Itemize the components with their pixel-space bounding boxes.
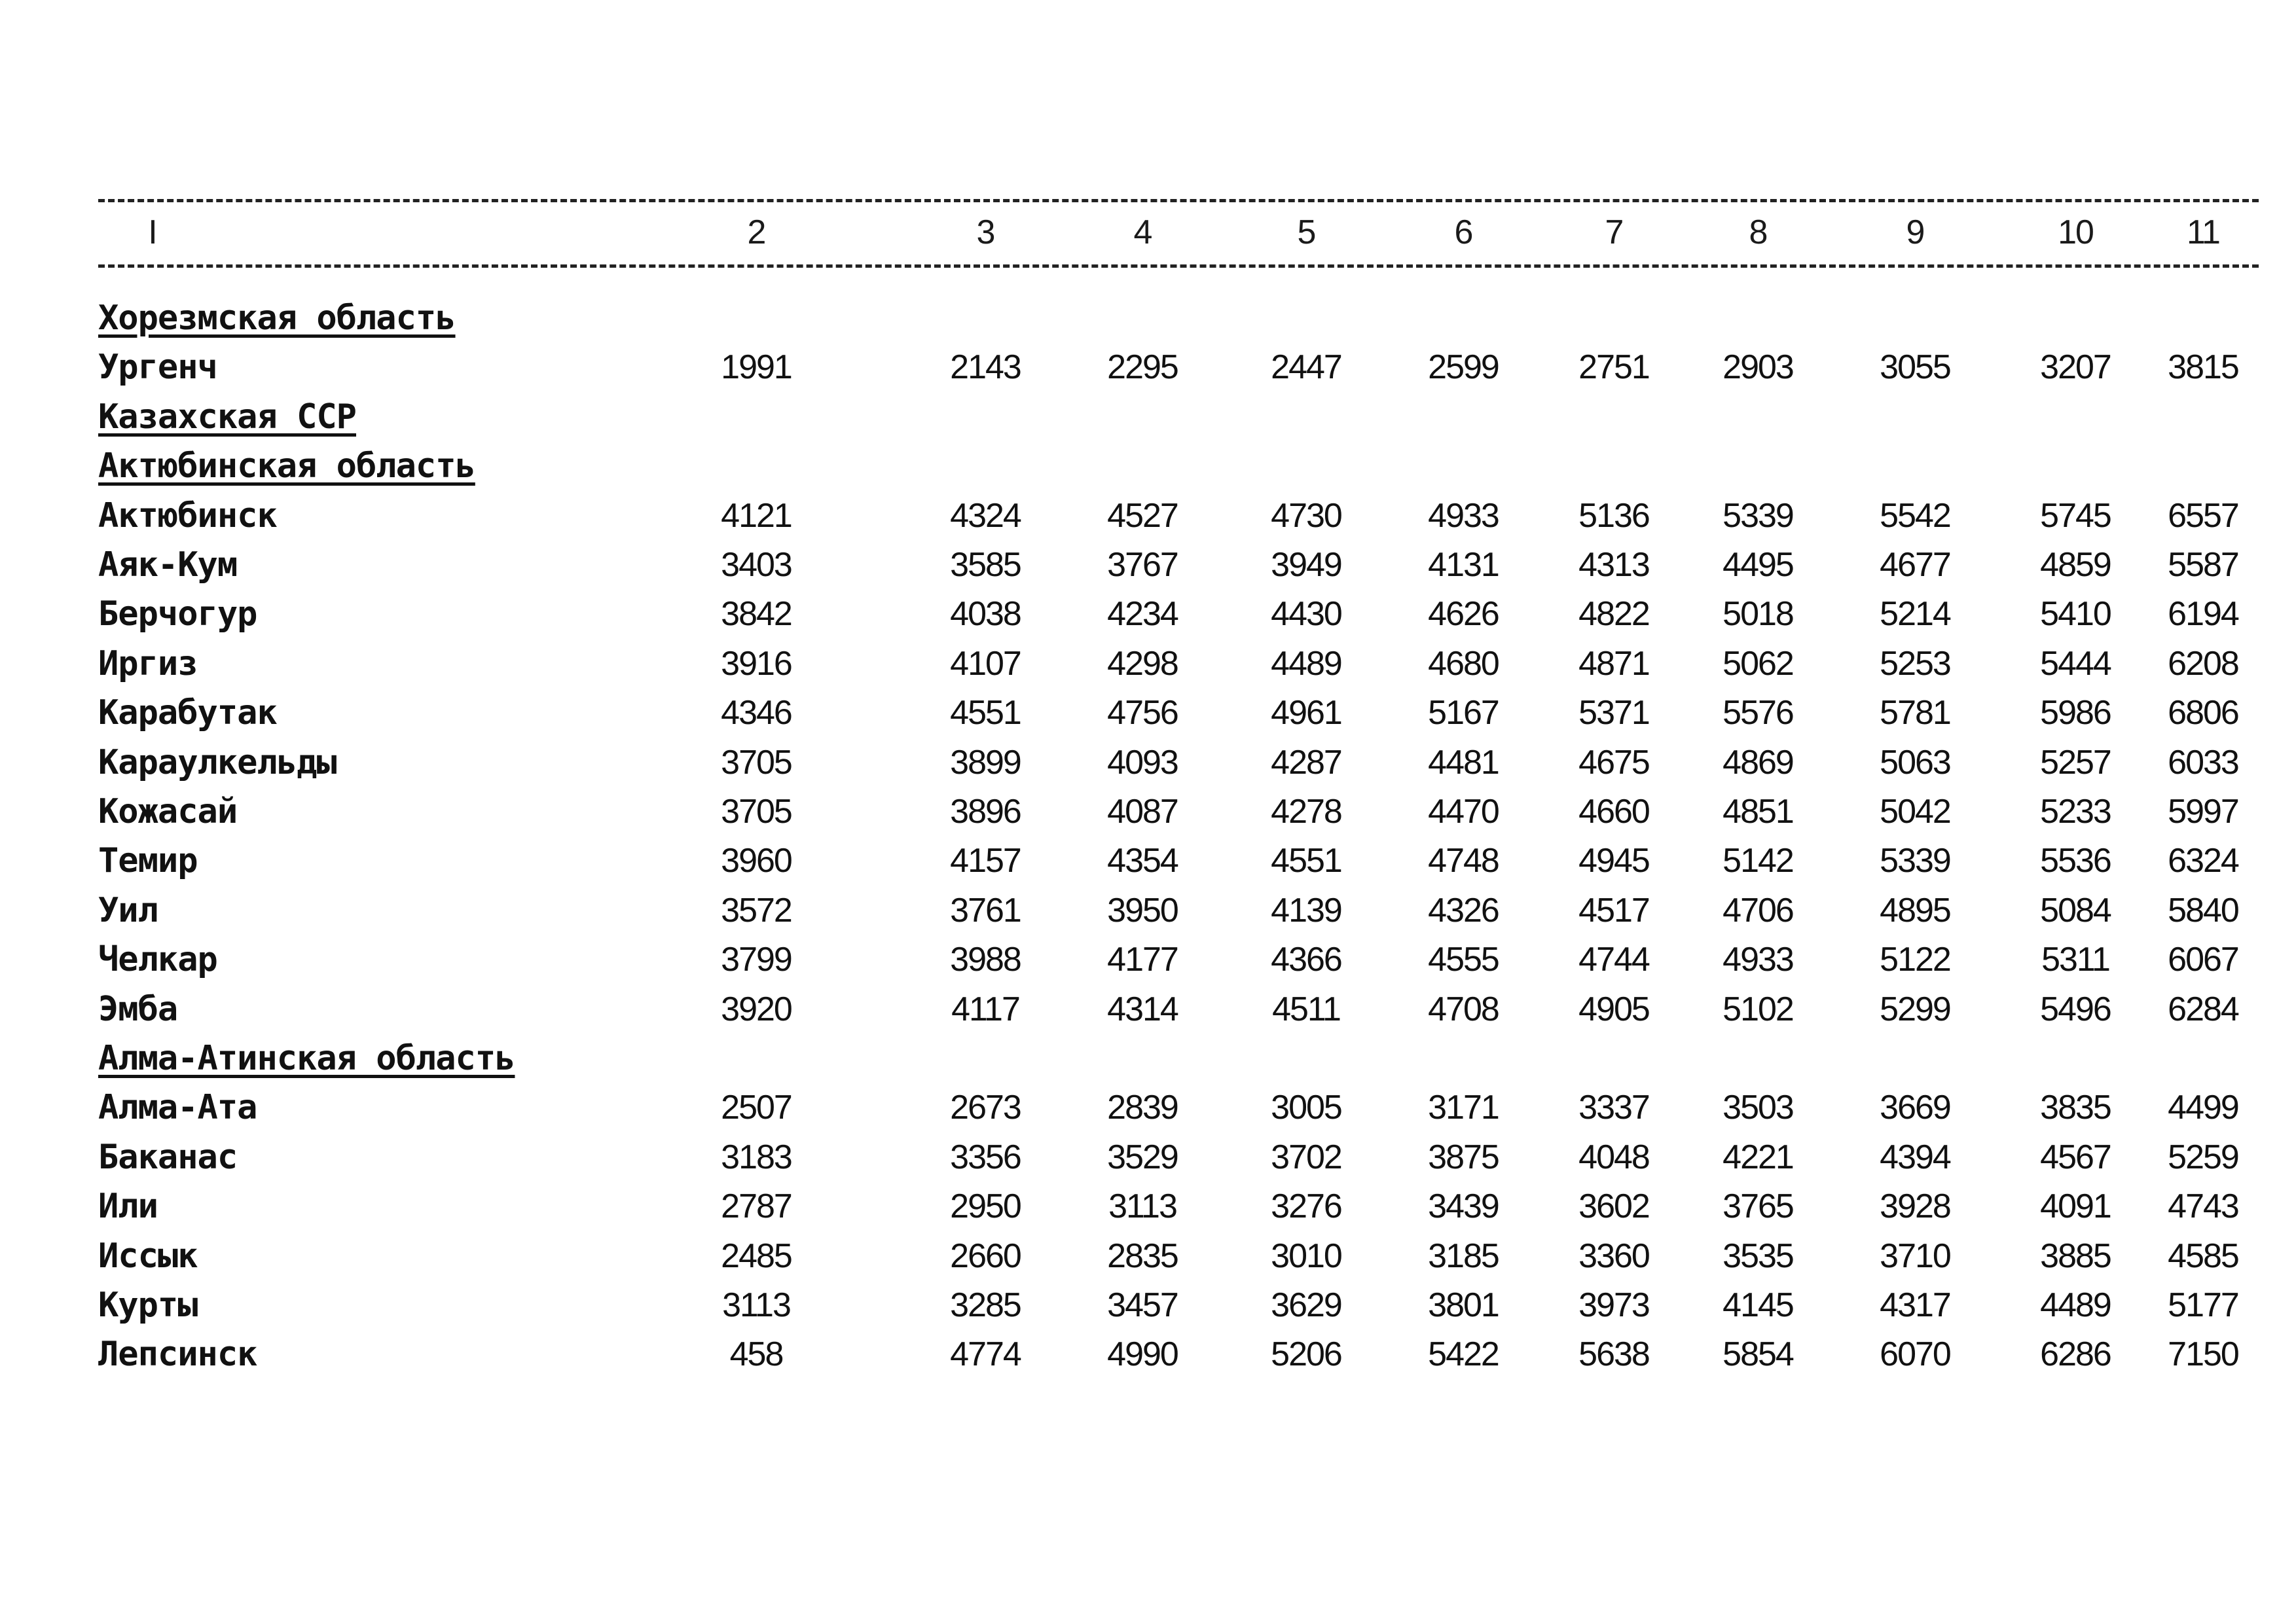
table-cell: 3629 [1271,1286,1341,1324]
table-cell: 4774 [950,1335,1021,1373]
table-row [98,493,2259,539]
table-cell: 4660 [1578,793,1649,831]
row-label: Курты [98,1286,198,1325]
section-heading: Актюбинская область [98,446,475,486]
table-cell: 5177 [2168,1286,2238,1324]
table-cell: 4551 [950,694,1021,732]
table-cell: 4278 [1271,793,1341,831]
table-cell: 3585 [950,546,1021,584]
header-cell: 6 [1454,213,1472,251]
row-label: Иссык [98,1236,198,1276]
table-cell: 4048 [1578,1138,1649,1176]
row-label: Челкар [98,940,217,979]
table-cell: 6324 [2168,842,2238,880]
section-heading-row [98,295,2259,341]
table-cell: 3503 [1722,1089,1793,1127]
table-cell: 4730 [1271,497,1341,535]
table-cell: 4326 [1428,892,1499,929]
table-cell: 4087 [1107,793,1178,831]
table-cell: 4317 [1880,1286,1950,1324]
table-cell: 2447 [1271,348,1341,386]
table-cell: 1991 [721,348,792,386]
table-cell: 3767 [1107,546,1178,584]
table-cell: 6286 [2040,1335,2111,1373]
table-cell: 5422 [1428,1335,1499,1373]
header-row [98,209,2259,255]
table-cell: 3988 [950,941,1021,979]
table-cell: 4139 [1271,892,1341,929]
section-heading-row [98,1036,2259,1081]
table-cell: 3276 [1271,1187,1341,1225]
table-cell: 2787 [721,1187,792,1225]
table-cell: 4708 [1428,990,1499,1028]
table-cell: 2903 [1722,348,1793,386]
row-label: Лепсинск [98,1335,257,1374]
table-cell: 3439 [1428,1187,1499,1225]
table-cell: 4481 [1428,744,1499,782]
table-cell: 3920 [721,990,792,1028]
table-cell: 4895 [1880,892,1950,929]
table-cell: 4298 [1107,645,1178,683]
table-cell: 4177 [1107,941,1178,979]
header-cell: 7 [1605,213,1623,251]
table-cell: 4555 [1428,941,1499,979]
table-cell: 3710 [1880,1237,1950,1275]
table-cell: 6284 [2168,990,2238,1028]
row-label: Баканас [98,1138,238,1177]
table-cell: 5233 [2040,793,2111,831]
table-cell: 4470 [1428,793,1499,831]
table-row [98,542,2259,588]
row-label: Алма-Ата [98,1088,257,1127]
table-cell: 458 [729,1335,783,1373]
section-heading: Казахская ССР [98,397,356,437]
table-cell: 5142 [1722,842,1793,880]
table-cell: 5371 [1578,694,1649,732]
table-cell: 4933 [1722,941,1793,979]
table-cell: 2507 [721,1089,792,1127]
table-cell: 4313 [1578,546,1649,584]
table-cell: 5781 [1880,694,1950,732]
table-cell: 3765 [1722,1187,1793,1225]
row-label: Или [98,1187,158,1226]
table-row [98,986,2259,1032]
table-cell: 5062 [1722,645,1793,683]
table-cell: 4117 [951,990,1019,1028]
table-cell: 5063 [1880,744,1950,782]
table-cell: 5122 [1880,941,1950,979]
table-cell: 3949 [1271,546,1341,584]
table-cell: 4234 [1107,595,1178,633]
table-row [98,591,2259,637]
table-row [98,1183,2259,1229]
table-cell: 4346 [721,694,792,732]
table-cell: 4567 [2040,1138,2111,1176]
table-cell: 3960 [721,842,792,880]
table-cell: 5253 [1880,645,1950,683]
row-label: Темир [98,841,198,880]
table-cell: 6557 [2168,497,2238,535]
table-cell: 5444 [2040,645,2111,683]
row-label: Караулкельды [98,743,337,782]
table-cell: 4756 [1107,694,1178,732]
table-cell: 5102 [1722,990,1793,1028]
table-cell: 6806 [2168,694,2238,732]
row-label: Карабутак [98,693,277,732]
table-row [98,1331,2259,1377]
table-cell: 4314 [1107,990,1178,1028]
table-cell: 4430 [1271,595,1341,633]
table-cell: 2751 [1578,348,1649,386]
table-cell: 2599 [1428,348,1499,386]
section-heading-row [98,394,2259,440]
table-cell: 5542 [1880,497,1950,535]
table-cell: 6070 [1880,1335,1950,1373]
table-cell: 4905 [1578,990,1649,1028]
table-cell: 4517 [1578,892,1649,929]
header-cell: 3 [976,213,994,251]
table-cell: 3185 [1428,1237,1499,1275]
header-cell: 2 [747,213,765,251]
table-cell: 4495 [1722,546,1793,584]
table-cell: 5745 [2040,497,2111,535]
table-cell: 5339 [1722,497,1793,535]
header-cell: 5 [1297,213,1315,251]
table-cell: 5840 [2168,892,2238,929]
table-cell: 4354 [1107,842,1178,880]
table-row [98,740,2259,785]
table-cell: 3337 [1578,1089,1649,1127]
table-row [98,789,2259,835]
table-cell: 3005 [1271,1089,1341,1127]
table-cell: 3705 [721,744,792,782]
header-dashed-rule [98,264,2259,268]
table-cell: 4489 [2040,1286,2111,1324]
table-cell: 2143 [950,348,1021,386]
table-cell: 4527 [1107,497,1178,535]
table-cell: 3702 [1271,1138,1341,1176]
table-cell: 5167 [1428,694,1499,732]
table-cell: 2295 [1107,348,1178,386]
table-cell: 3842 [721,595,792,633]
table-cell: 5214 [1880,595,1950,633]
row-label: Берчогур [98,594,257,634]
table-cell: 3602 [1578,1187,1649,1225]
table-cell: 3171 [1428,1089,1499,1127]
table-cell: 4287 [1271,744,1341,782]
table-cell: 3705 [721,793,792,831]
row-label: Уил [98,891,158,930]
table-cell: 2839 [1107,1089,1178,1127]
table-cell: 4743 [2168,1187,2238,1225]
table-cell: 4551 [1271,842,1341,880]
table-cell: 3183 [721,1138,792,1176]
table-cell: 4324 [950,497,1021,535]
table-row [98,937,2259,983]
table-cell: 5854 [1722,1335,1793,1373]
table-cell: 4489 [1271,645,1341,683]
table-cell: 4871 [1578,645,1649,683]
table-cell: 3529 [1107,1138,1178,1176]
section-heading-row [98,443,2259,489]
table-cell: 2660 [950,1237,1021,1275]
table-cell: 4107 [950,645,1021,683]
header-cell: 8 [1749,213,1767,251]
table-cell: 5042 [1880,793,1950,831]
table-cell: 4675 [1578,744,1649,782]
table-cell: 3885 [2040,1237,2111,1275]
table-cell: 5084 [2040,892,2111,929]
table-cell: 3285 [950,1286,1021,1324]
table-cell: 2673 [950,1089,1021,1127]
table-cell: 3835 [2040,1089,2111,1127]
table-cell: 5257 [2040,744,2111,782]
table-cell: 5587 [2168,546,2238,584]
table-cell: 3815 [2168,348,2238,386]
table-cell: 3113 [722,1286,790,1324]
table-cell: 4157 [950,842,1021,880]
table-cell: 4394 [1880,1138,1950,1176]
table-cell: 6194 [2168,595,2238,633]
table-cell: 4366 [1271,941,1341,979]
table-cell: 5339 [1880,842,1950,880]
table-cell: 4511 [1272,990,1340,1028]
table-cell: 4585 [2168,1237,2238,1275]
table-cell: 4499 [2168,1089,2238,1127]
table-cell: 5410 [2040,595,2111,633]
row-label: Кожасай [98,792,238,831]
table-cell: 3899 [950,744,1021,782]
table-cell: 4677 [1880,546,1950,584]
table-cell: 5311 [2041,941,2109,979]
table-cell: 5997 [2168,793,2238,831]
table-cell: 2485 [721,1237,792,1275]
table-row [98,1134,2259,1180]
table-cell: 3055 [1880,348,1950,386]
header-cell: 4 [1133,213,1152,251]
table-cell: 4121 [721,497,792,535]
row-label: Ургенч [98,348,217,387]
table-cell: 3761 [950,892,1021,929]
table-cell: 4626 [1428,595,1499,633]
section-heading: Хорезмская область [98,298,456,338]
table-cell: 3572 [721,892,792,929]
table-cell: 4851 [1722,793,1793,831]
header-cell: 11 [2187,213,2219,251]
table-cell: 3403 [721,546,792,584]
table-cell: 4091 [2040,1187,2111,1225]
table-row [98,690,2259,736]
table-row [98,641,2259,687]
table-cell: 3875 [1428,1138,1499,1176]
table-row [98,1233,2259,1279]
table-cell: 3010 [1271,1237,1341,1275]
table-cell: 4933 [1428,497,1499,535]
table-cell: 5259 [2168,1138,2238,1176]
table-cell: 4748 [1428,842,1499,880]
table-cell: 4869 [1722,744,1793,782]
table-cell: 6033 [2168,744,2238,782]
table-cell: 3801 [1428,1286,1499,1324]
row-label: Актюбинск [98,496,277,535]
table-cell: 3457 [1107,1286,1178,1324]
table-cell: 3896 [950,793,1021,831]
table-cell: 4961 [1271,694,1341,732]
row-label: Иргиз [98,644,198,683]
table-row [98,1282,2259,1328]
table-cell: 5536 [2040,842,2111,880]
table-cell: 3669 [1880,1089,1950,1127]
header-cell: 10 [2058,213,2093,251]
table-cell: 4221 [1722,1138,1793,1176]
table-cell: 6067 [2168,941,2238,979]
table-cell: 5018 [1722,595,1793,633]
table-cell: 5206 [1271,1335,1341,1373]
table-cell: 5496 [2040,990,2111,1028]
table-cell: 3207 [2040,348,2111,386]
table-cell: 7150 [2168,1335,2238,1373]
table-cell: 3973 [1578,1286,1649,1324]
table-cell: 3360 [1578,1237,1649,1275]
table-cell: 4945 [1578,842,1649,880]
table-row [98,344,2259,390]
table-cell: 4131 [1428,546,1499,584]
row-label: Аяк-Кум [98,545,238,585]
row-label: Эмба [98,990,178,1029]
table-cell: 4145 [1722,1286,1793,1324]
table-cell: 5986 [2040,694,2111,732]
table-cell: 5576 [1722,694,1793,732]
table-row [98,888,2259,933]
table-cell: 2950 [950,1187,1021,1225]
table-cell: 3356 [950,1138,1021,1176]
table-cell: 6208 [2168,645,2238,683]
header-cell: 9 [1906,213,1924,251]
table-cell: 5638 [1578,1335,1649,1373]
table-cell: 4093 [1107,744,1178,782]
table-cell: 4680 [1428,645,1499,683]
table-cell: 3799 [721,941,792,979]
table-cell: 4706 [1722,892,1793,929]
table-cell: 4822 [1578,595,1649,633]
table-row [98,838,2259,884]
section-heading: Алма-Атинская область [98,1039,515,1078]
table-cell: 4859 [2040,546,2111,584]
table-cell: 4744 [1578,941,1649,979]
header-cell: I [148,213,157,251]
top-dashed-rule [98,199,2259,202]
table-cell: 3535 [1722,1237,1793,1275]
table-cell: 5299 [1880,990,1950,1028]
table-cell: 3113 [1108,1187,1176,1225]
table-cell: 5136 [1578,497,1649,535]
table-cell: 4990 [1107,1335,1178,1373]
table-cell: 3916 [721,645,792,683]
table-cell: 3928 [1880,1187,1950,1225]
table-cell: 4038 [950,595,1021,633]
table-cell: 2835 [1107,1237,1178,1275]
table-row [98,1085,2259,1130]
table-cell: 3950 [1107,892,1178,929]
